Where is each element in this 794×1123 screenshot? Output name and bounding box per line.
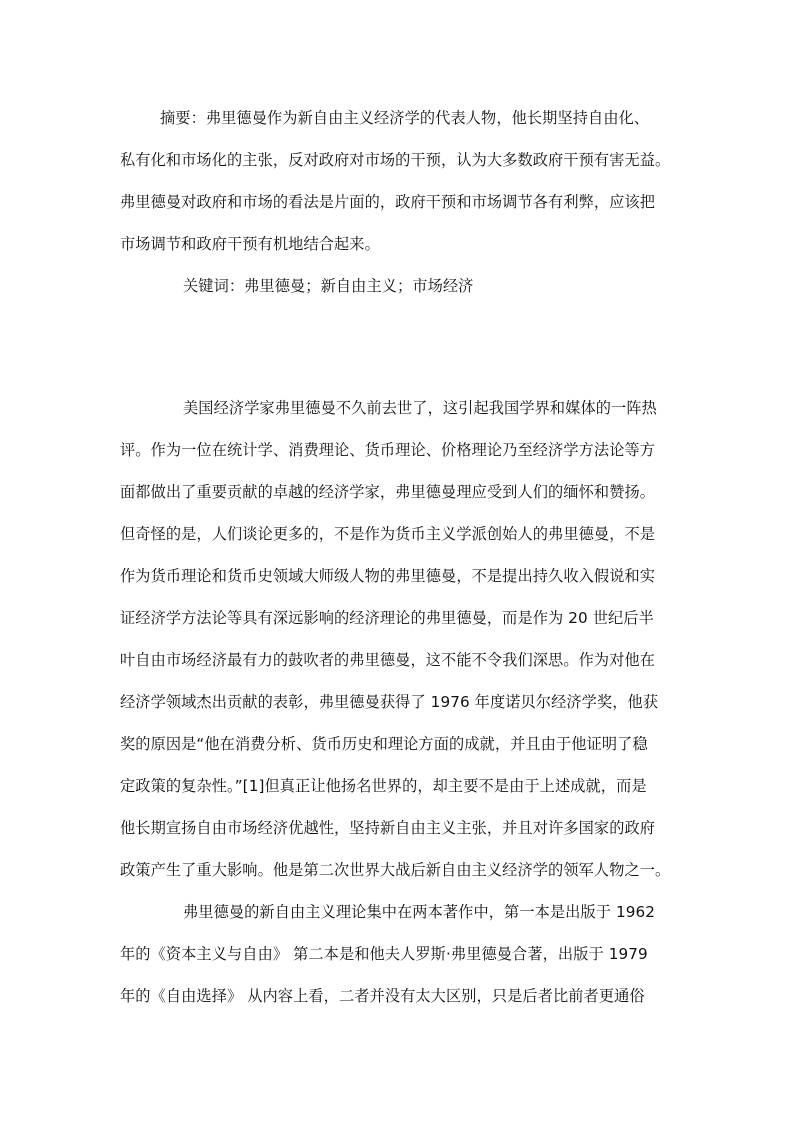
body-paragraph-1-line-1: 美国经济学家弗里德曼不久前去世了，这引起我国学界和媒体的一阵热: [183, 399, 657, 417]
keywords-line: 关键词：弗里德曼；新自由主义；市场经济: [183, 277, 474, 295]
body-paragraph-1-line-2: 评。作为一位在统计学、消费理论、货币理论、价格理论乃至经济学方法论等方: [120, 441, 656, 459]
body-paragraph-1-line-12: 政策产生了重大影响。他是第二次世界大战后新自由主义经济学的领军人物之一。: [120, 861, 671, 879]
body-paragraph-1-line-5: 作为货币理论和货币史领域大师级人物的弗里德曼，不是提出持久收入假说和实: [120, 567, 656, 585]
abstract-line-3: 弗里德曼对政府和市场的看法是片面的，政府干预和市场调节各有利弊，应该把: [120, 193, 656, 211]
body-paragraph-1-line-9: 奖的原因是“他在消费分析、货币历史和理论方面的成就，并且由于他证明了稳: [120, 735, 648, 753]
body-paragraph-1-line-11: 他长期宣扬自由市场经济优越性，坚持新自由主义主张，并且对许多国家的政府: [120, 819, 656, 837]
body-paragraph-1-line-10: 定政策的复杂性。”[1]但真正让他扬名世界的，却主要不是由于上述成就，而是: [120, 777, 647, 795]
body-paragraph-2-line-3: 年的《自由选择》 从内容上看，二者并没有太大区别，只是后者比前者更通俗: [120, 987, 645, 1005]
body-paragraph-2-line-2: 年的《资本主义与自由》 第二本是和他夫人罗斯·弗里德曼合著，出版于 1979: [120, 945, 648, 963]
body-paragraph-1-line-8: 经济学领域杰出贡献的表彰，弗里德曼获得了 1976 年度诺贝尔经济学奖，他获: [120, 693, 659, 711]
body-paragraph-1-line-7: 叶自由市场经济最有力的鼓吹者的弗里德曼，这不能不令我们深思。作为对他在: [120, 651, 656, 669]
abstract-line-4: 市场调节和政府干预有机地结合起来。: [120, 235, 380, 253]
body-paragraph-2-line-1: 弗里德曼的新自由主义理论集中在两本著作中，第一本是出版于 1962: [183, 903, 656, 921]
abstract-line-2: 私有化和市场化的主张，反对政府对市场的干预，认为大多数政府干预有害无益。: [120, 151, 671, 169]
abstract-line-1: 摘要：弗里德曼作为新自由主义经济学的代表人物，他长期坚持自由化、: [160, 109, 650, 127]
body-paragraph-1-line-4: 但奇怪的是，人们谈论更多的，不是作为货币主义学派创始人的弗里德曼，不是: [120, 525, 656, 543]
body-paragraph-1-line-3: 面都做出了重要贡献的卓越的经济学家，弗里德曼理应受到人们的缅怀和赞扬。: [120, 483, 656, 501]
body-paragraph-1-line-6: 证经济学方法论等具有深远影响的经济理论的弗里德曼，而是作为 20 世纪后半: [120, 609, 654, 627]
